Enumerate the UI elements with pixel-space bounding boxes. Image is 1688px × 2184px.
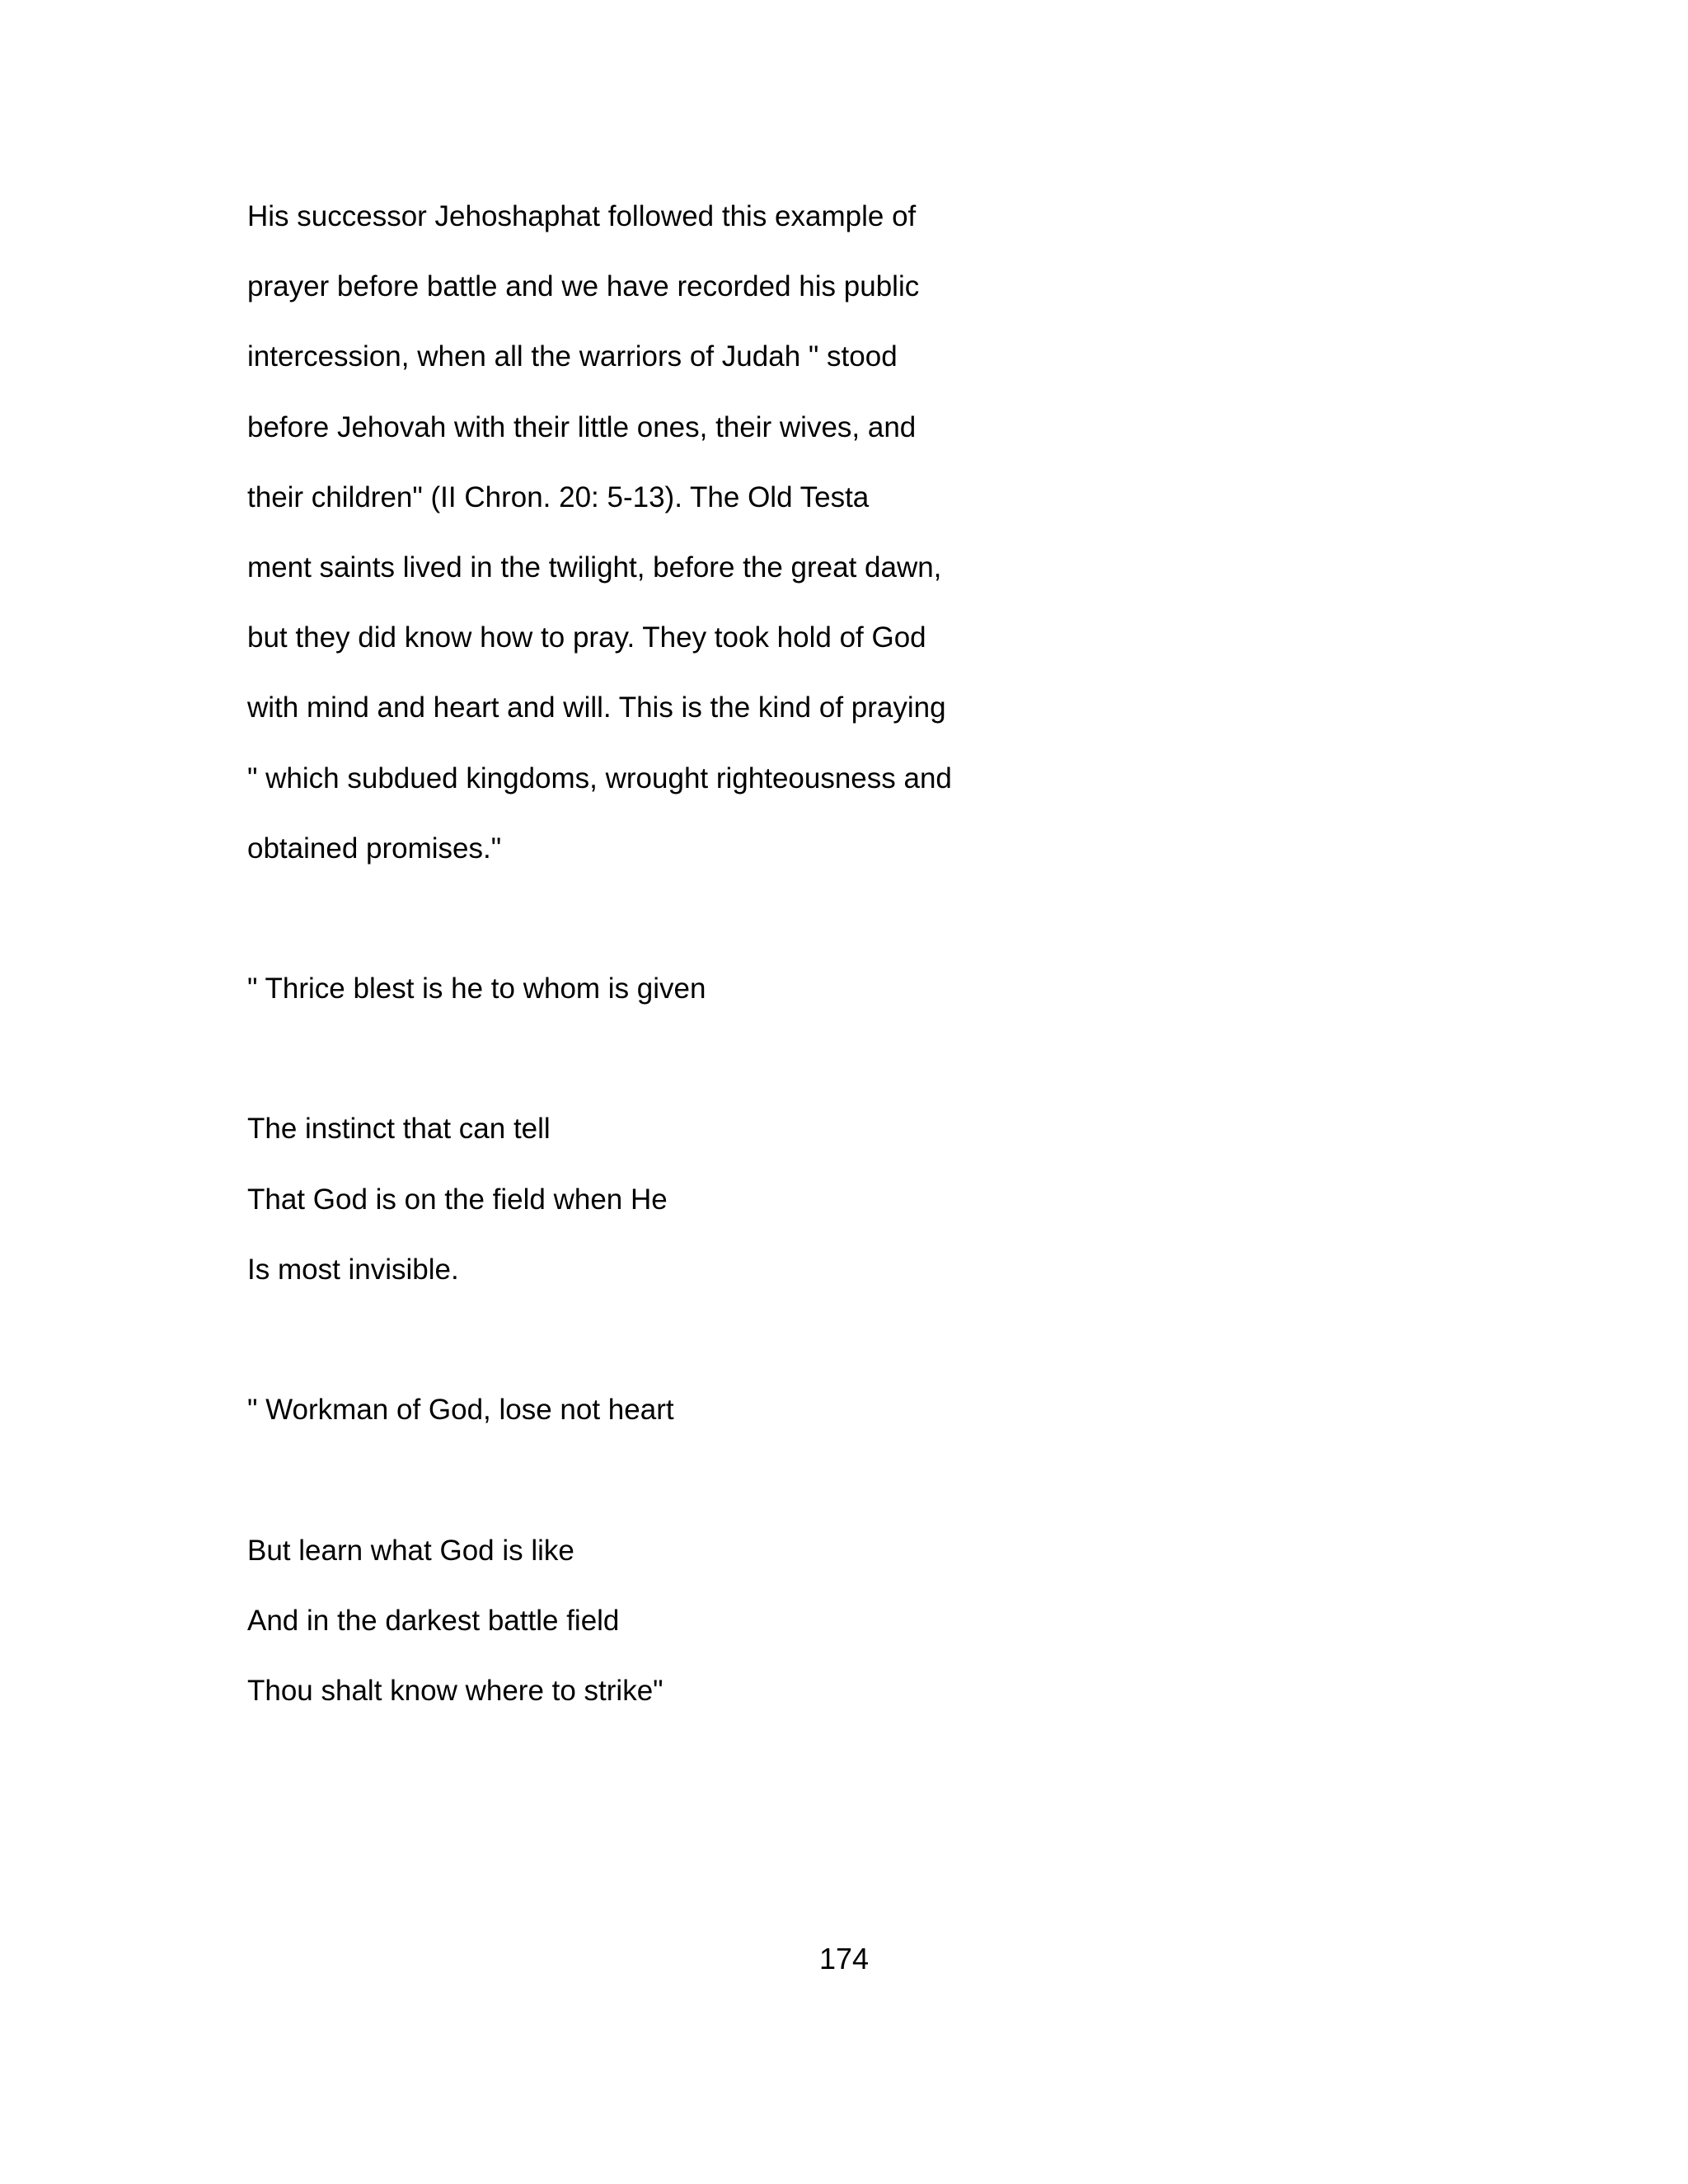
spacer: [247, 1319, 1484, 1390]
poem-line: The instinct that can tell: [247, 1113, 551, 1146]
paragraph-line: with mind and heart and will. This is the kind of praying: [247, 691, 946, 724]
poem-line: Is most invisible.: [247, 1253, 459, 1286]
paragraph-line: but they did know how to pray. They took hold of God: [247, 621, 926, 654]
spacer: [247, 1460, 1484, 1530]
poem-line: But learn what God is like: [247, 1534, 574, 1567]
poem-line: Thou shalt know where to strike": [247, 1674, 663, 1707]
paragraph-line: obtained promises.": [247, 832, 502, 865]
poem-opening-line: " Thrice blest is he to whom is given: [247, 972, 706, 1005]
poem-line: And in the darkest battle field: [247, 1604, 620, 1637]
page-number: 174: [818, 1942, 870, 1975]
paragraph-line: before Jehovah with their little ones, their wives, and: [247, 410, 917, 443]
paragraph-line: their children" (II Chron. 20: 5-13). The Old Testa: [247, 480, 870, 513]
body-text: [247, 196, 1484, 1741]
paragraph-line: " which subdued kingdoms, wrought righteousness and: [247, 762, 952, 794]
poem-opening-line: " Workman of God, lose not heart: [247, 1394, 674, 1427]
poem-line: That God is on the field when He: [247, 1183, 668, 1216]
paragraph-line: prayer before battle and we have recorded his public: [247, 270, 920, 303]
spacer: [247, 898, 1484, 968]
paragraph-line: intercession, when all the warriors of Judah " stood: [247, 340, 898, 373]
paragraph-line: His successor Jehoshaphat followed this example of: [247, 200, 917, 232]
spacer: [247, 1038, 1484, 1108]
paragraph-line: ment saints lived in the twilight, before the great dawn,: [247, 551, 942, 583]
